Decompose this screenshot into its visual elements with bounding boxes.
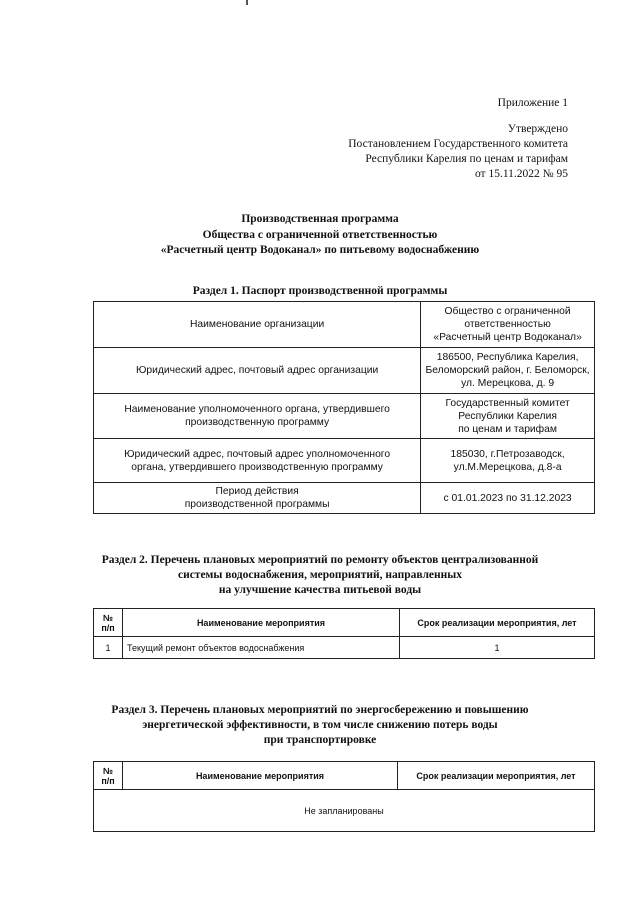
section3-heading — [0, 703, 640, 748]
title-line: Общества с ограниченной ответственностью — [202, 228, 438, 241]
heading-line: на улучшение качества питьевой воды — [218, 584, 422, 596]
approval-line: Постановлением Государственного комитета — [348, 138, 568, 150]
title-line: Производственная программа — [241, 213, 399, 225]
measure-name: Текущий ремонт объектов водоснабжения — [123, 637, 400, 659]
passport-value: 186500, Республика Карелия, Беломорский район, г. Беломорск, ул. Мерецкова, д. 9 — [421, 348, 595, 394]
column-header-number: № п/п — [94, 762, 123, 790]
heading-line: системы водоснабжения, мероприятий, направленных — [177, 569, 463, 581]
table-row — [94, 483, 595, 514]
table-header-row — [94, 609, 595, 637]
table-row — [94, 439, 595, 483]
table-row — [94, 348, 595, 394]
table-header-row — [94, 762, 595, 790]
table-row — [94, 302, 595, 348]
passport-value: Государственный комитет Республики Карелия по ценам и тарифам — [421, 394, 595, 439]
column-header-number: № п/п — [94, 609, 123, 637]
section1-heading: Раздел 1. Паспорт производственной программы — [192, 285, 448, 297]
passport-table — [93, 301, 595, 514]
passport-value: Общество с ограниченной ответственностью «Расчетный центр Водоканал» — [421, 302, 595, 348]
passport-label: Юридический адрес, почтовый адрес уполномоченного органа, утвердившего производственную программу — [94, 439, 421, 483]
heading-line: энергетической эффективности, в том числе снижению потерь воды — [142, 719, 498, 731]
measure-term: 1 — [400, 637, 595, 659]
scan-mark — [246, 0, 248, 5]
row-number: 1 — [94, 637, 123, 659]
passport-value: 185030, г.Петрозаводск, ул.М.Мерецкова, д.8-а — [421, 439, 595, 483]
heading-line: при транспортировке — [263, 734, 377, 746]
table-row — [94, 394, 595, 439]
empty-notice: Не запланированы — [94, 790, 595, 832]
column-header-term: Срок реализации мероприятия, лет — [400, 609, 595, 637]
approval-line: Утверждено — [507, 123, 568, 135]
passport-label: Наименование организации — [94, 302, 421, 348]
program-title — [0, 212, 640, 259]
passport-label: Период действия производственной программы — [94, 483, 421, 514]
passport-label: Юридический адрес, почтовый адрес организации — [94, 348, 421, 394]
energy-measures-table — [93, 761, 595, 832]
passport-label: Наименование уполномоченного органа, утвердившего производственную программу — [94, 394, 421, 439]
section2-heading — [0, 553, 640, 598]
repair-measures-table — [93, 608, 595, 659]
heading-line: Раздел 3. Перечень плановых мероприятий по энергосбережению и повышению — [111, 704, 529, 716]
annex-label: Приложение 1 — [497, 97, 568, 109]
table-row — [94, 637, 595, 659]
passport-value: с 01.01.2023 по 31.12.2023 — [421, 483, 595, 514]
title-line: «Расчетный центр Водоканал» по питьевому водоснабжению — [160, 244, 480, 256]
table-row — [94, 790, 595, 832]
heading-line: Раздел 2. Перечень плановых мероприятий по ремонту объектов централизованной — [101, 554, 539, 566]
column-header-name: Наименование мероприятия — [123, 609, 400, 637]
column-header-term: Срок реализации мероприятия, лет — [398, 762, 595, 790]
approval-block — [348, 122, 568, 182]
column-header-name: Наименование мероприятия — [123, 762, 398, 790]
approval-line: Республики Карелия по ценам и тарифам — [365, 153, 568, 165]
approval-date-line: от 15.11.2022 № 95 — [474, 168, 568, 180]
